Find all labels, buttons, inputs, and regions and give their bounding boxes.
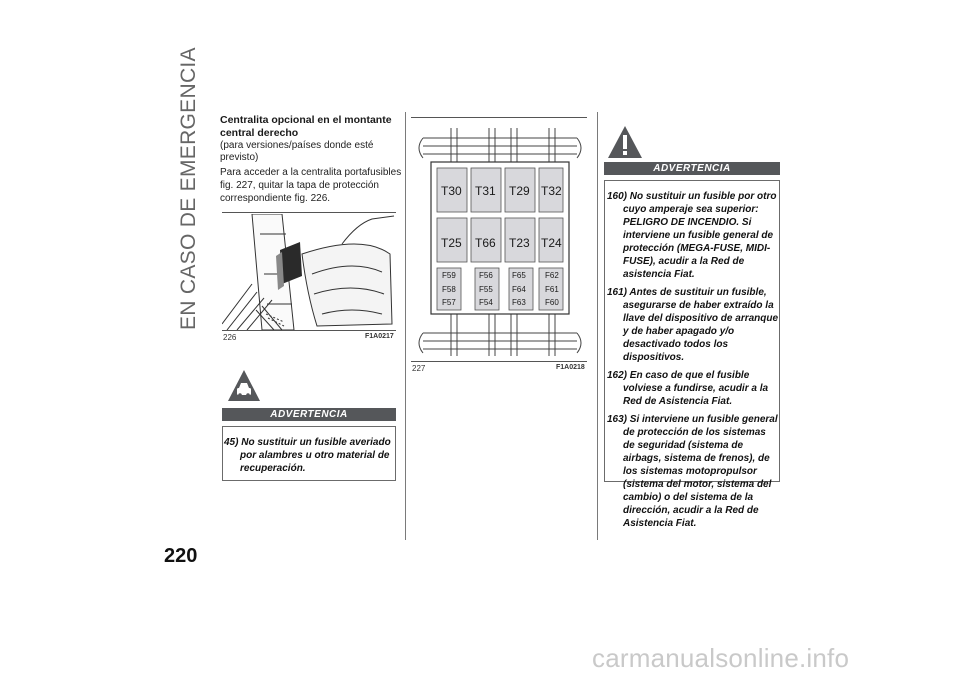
warning-item: 45) No sustituir un fusible averiado por alambres u otro material de recuperación. xyxy=(224,437,391,474)
figure-226-illustration xyxy=(222,214,396,330)
relay-label: T30 xyxy=(441,184,462,198)
exclamation-triangle-icon xyxy=(606,124,644,160)
figure-code: F1A0217 xyxy=(365,333,394,340)
warning-item: 162) En caso de que el fusible volviese a fundirse, acudir a la Red de Asistencia Fiat. xyxy=(607,370,769,407)
fuse-label: F60 xyxy=(545,298,559,307)
warning-item-list xyxy=(224,436,392,480)
fuse-label: F56 xyxy=(479,271,493,280)
section-heading: Centralita opcional en el montante central derecho xyxy=(220,114,392,139)
relay-label: T32 xyxy=(541,184,562,198)
fuse-label: F61 xyxy=(545,285,559,294)
figure-rule-top xyxy=(411,117,587,118)
warning-title-bar: ADVERTENCIA xyxy=(604,162,780,175)
figure-rule-top xyxy=(222,212,396,213)
relay-label: T31 xyxy=(475,184,496,198)
fuse-label: F63 xyxy=(512,298,526,307)
warning-item: 163) Si interviene un fusible general de protección de los sistemas de seguridad (sistema de airbags, sistema de frenos), de los sistemas motopropulsor (sistema del motor, sistema del cambio) o del sistema de la dirección, acudir a la Red de Asistencia Fiat. xyxy=(607,414,778,529)
body-paragraph: Para acceder a la centralita portafusibles fig. 227, quitar la tapa de protección correspondiente fig. 226. xyxy=(220,167,402,204)
warning-item: 160) No sustituir un fusible por otro cuyo amperaje sea superior: PELIGRO DE INCENDIO. Si interviene un fusible general de protección (MEGA-FUSE, MIDI-FUSE), acudir a la Red de asistencia Fiat. xyxy=(607,191,777,280)
pillar-panel-drawing xyxy=(222,214,396,330)
relay-label: T66 xyxy=(475,236,496,250)
warning-item: 161) Antes de sustituir un fusible, asegurarse de haber extraído la llave del dispositivo de arranque y de haber apagado y/o desactivado todos los dispositivos. xyxy=(607,287,779,363)
fuse-label: F54 xyxy=(479,298,493,307)
relay-label: T25 xyxy=(441,236,462,250)
fuse-label: F65 xyxy=(512,271,526,280)
car-fuse-warning-icon xyxy=(226,368,262,404)
figure-number: 227 xyxy=(412,364,426,373)
figure-code: F1A0218 xyxy=(556,364,585,371)
figure-number: 226 xyxy=(223,333,237,342)
warning-item-list xyxy=(607,190,779,535)
fuse-label: F57 xyxy=(442,298,456,307)
page-number: 220 xyxy=(164,545,198,567)
section-label: EN CASO DE EMERGENCIA xyxy=(177,47,200,330)
figure-rule-bottom xyxy=(411,361,587,362)
fuse-label: F59 xyxy=(442,271,456,280)
watermark: carmanualsonline.info xyxy=(592,643,850,673)
relay-label: T29 xyxy=(509,184,530,198)
column-divider-right xyxy=(597,112,598,540)
relay-label: T23 xyxy=(509,236,530,250)
section-subheading: (para versiones/países donde esté previsto) xyxy=(220,140,374,163)
relay-label: T24 xyxy=(541,236,562,250)
fuse-label: F55 xyxy=(479,285,493,294)
figure-rule-bottom xyxy=(222,330,396,331)
fuse-label: F64 xyxy=(512,285,526,294)
column-divider-left xyxy=(405,112,406,540)
fuse-label: F58 xyxy=(442,285,456,294)
warning-title-bar: ADVERTENCIA xyxy=(222,408,396,421)
fuse-label: F62 xyxy=(545,271,559,280)
